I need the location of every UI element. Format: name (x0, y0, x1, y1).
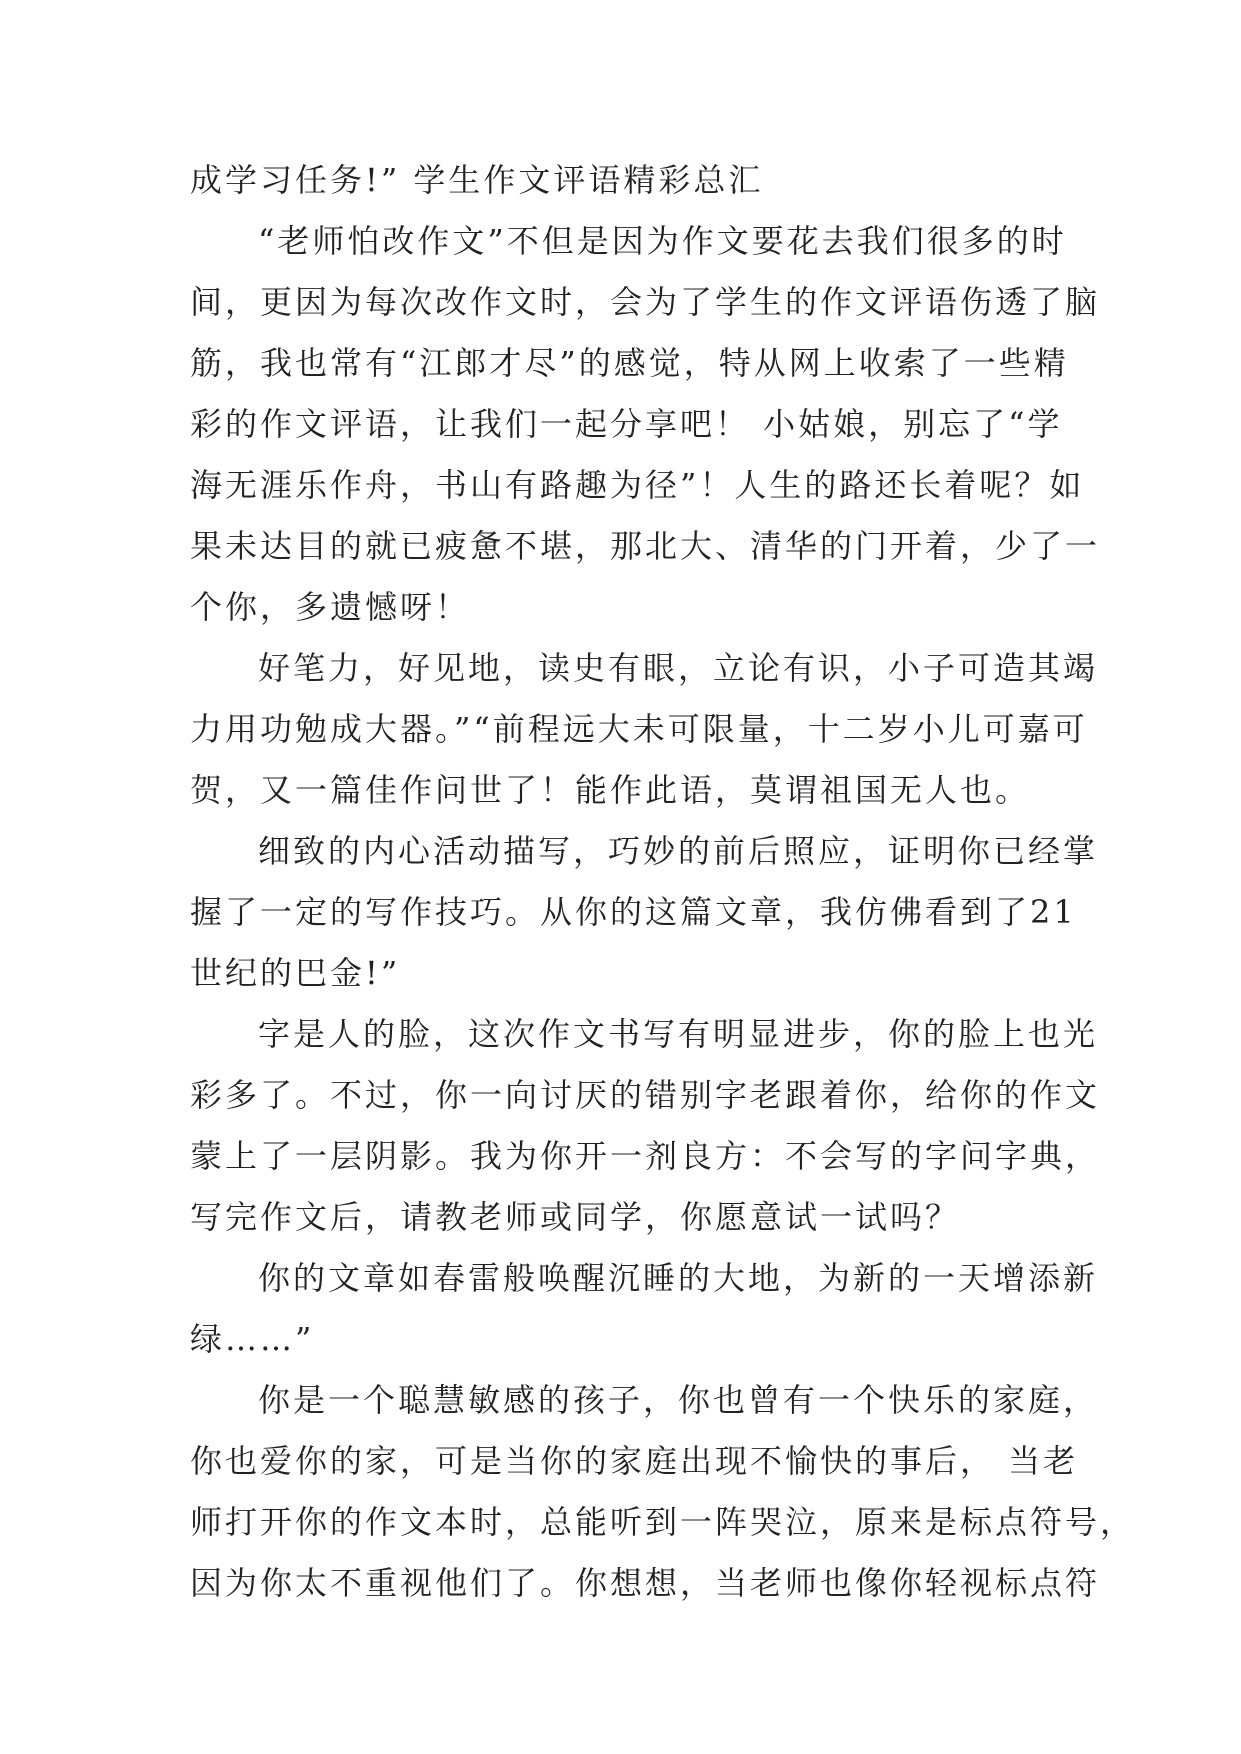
text-line: 你是一个聪慧敏感的孩子，你也曾有一个快乐的家庭， (258, 1381, 1099, 1419)
text-line: 绿……” (190, 1320, 315, 1358)
text-line: 果未达目的就已疲惫不堪，那北大、清华的门开着，少了一 (190, 527, 1101, 565)
paragraph-5 (190, 1004, 1101, 1248)
text-line: 个你，多遗憾呀！ (190, 588, 471, 626)
text-line: 成学习任务!” 学生作文评语精彩总汇 (190, 161, 764, 199)
text-line: 筋，我也常有“江郎才尽”的感觉，特从网上收索了一些精 (190, 344, 1069, 382)
text-line: 世纪的巴金!” (190, 954, 401, 992)
paragraph-3 (190, 638, 1099, 821)
text-line: 彩多了。不过，你一向讨厌的错别字老跟着你，给你的作文 (190, 1076, 1101, 1114)
text-line: 字是人的脸，这次作文书写有明显进步，你的脸上也光 (258, 1015, 1099, 1053)
document-body (190, 150, 1136, 1614)
paragraph-7 (190, 1370, 1136, 1614)
text-line: 彩的作文评语，让我们一起分享吧！ 小姑娘，别忘了“学 (190, 405, 1063, 443)
text-line: “老师怕改作文”不但是因为作文要花去我们很多的时 (258, 222, 1067, 260)
paragraph-6 (190, 1248, 1099, 1370)
text-line: 写完作文后，请教老师或同学，你愿意试一试吗？ (190, 1198, 961, 1236)
text-line: 你的文章如春雷般唤醒沉睡的大地，为新的一天增添新 (258, 1259, 1099, 1297)
paragraph-1 (190, 150, 1050, 211)
text-line: 师打开你的作文本时，总能听到一阵哭泣，原来是标点符号， (190, 1503, 1136, 1541)
text-line: 力用功勉成大器。”“前程远大未可限量，十二岁小儿可嘉可 (190, 710, 1088, 748)
text-line: 海无涯乐作舟，书山有路趣为径”！人生的路还长着呢？如 (190, 466, 1085, 504)
text-line: 因为你太不重视他们了。你想想，当老师也像你轻视标点符 (190, 1564, 1101, 1602)
text-line: 蒙上了一层阴影。我为你开一剂良方：不会写的字问字典， (190, 1137, 1101, 1175)
text-line: 你也爱你的家，可是当你的家庭出现不愉快的事后， 当老 (190, 1442, 1079, 1480)
text-line: 贺，又一篇佳作问世了！能作此语，莫谓祖国无人也。 (190, 771, 1031, 809)
paragraph-2 (190, 211, 1101, 638)
text-line: 间，更因为每次改作文时，会为了学生的作文评语伤透了脑 (190, 283, 1101, 321)
text-line: 握了一定的写作技巧。从你的这篇文章，我仿佛看到了21 (190, 893, 1077, 931)
text-line: 细致的内心活动描写，巧妙的前后照应，证明你已经掌 (258, 832, 1099, 870)
paragraph-4 (190, 821, 1099, 1004)
text-line: 好笔力，好见地，读史有眼，立论有识，小子可造其竭 (258, 649, 1099, 687)
